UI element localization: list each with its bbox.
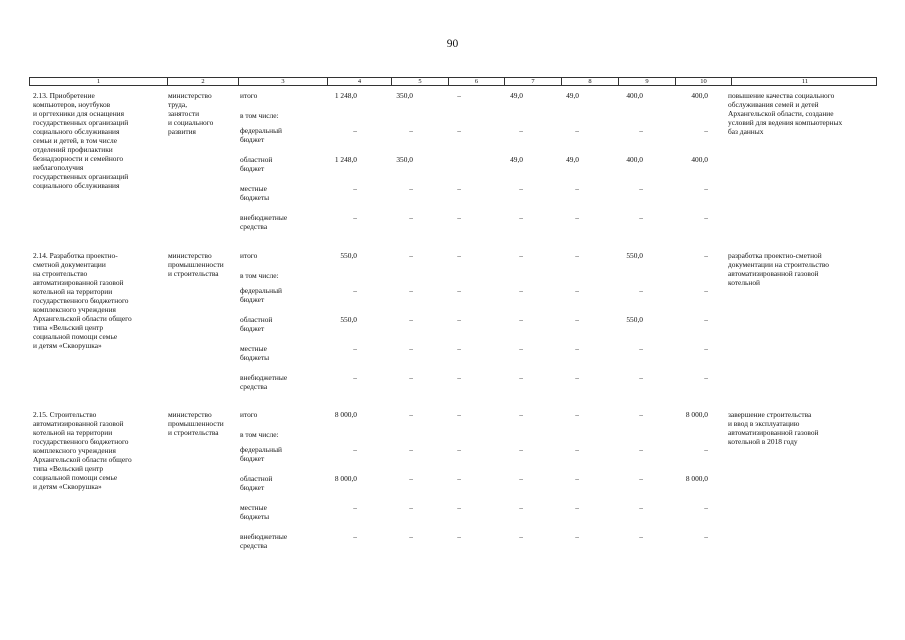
value-cell: – [409, 213, 413, 222]
value-cell: – [409, 251, 413, 260]
value-cell: – [409, 503, 413, 512]
funding-source: местные бюджеты [240, 184, 270, 202]
value-cell: – [457, 286, 461, 295]
value-cell: 550,0 [626, 251, 643, 260]
funding-source: внебюджетные средства [240, 532, 288, 550]
value-cell: – [575, 213, 579, 222]
funding-source: федеральный бюджет [240, 445, 282, 463]
value-cell: – [704, 315, 708, 324]
measure-name: 2.15. Строительство автоматизированной газовой котельной на территории государственного бюджетного комплексного учреждения Архангельской области общего типа «Вельский центр социальной помощи семье и детям «Скворушка» [33, 410, 132, 491]
value-cell: – [409, 344, 413, 353]
value-cell: – [704, 373, 708, 382]
value-cell: – [457, 503, 461, 512]
result-description: повышение качества социального обслуживания семей и детей Архангельской области, создание условий для ведения компьютерных баз данных [728, 91, 843, 136]
executor: министерство промышленности и строительства [168, 251, 224, 278]
value-cell: – [639, 474, 643, 483]
value-cell: – [519, 532, 523, 541]
value-cell: 400,0 [626, 155, 643, 164]
value-cell: – [519, 474, 523, 483]
value-cell: – [457, 410, 461, 419]
funding-source: федеральный бюджет [240, 126, 282, 144]
value-cell: 49,0 [566, 91, 579, 100]
funding-source: внебюджетные средства [240, 373, 288, 391]
funding-source: итого [240, 251, 258, 260]
value-cell: – [519, 344, 523, 353]
value-cell: – [457, 315, 461, 324]
measure-name: 2.14. Разработка проектно- сметной документации на строительство автоматизированной газовой котельной на территории государственного бюджетного комплексного учреждения Архангельской области общего типа «Вельский центр социальной помощи семье и детям «Скворушка» [33, 251, 132, 350]
value-cell: – [519, 184, 523, 193]
column-header-3: 3 [239, 78, 328, 86]
value-cell: 550,0 [340, 315, 357, 324]
funding-source: в том числе: [240, 430, 279, 439]
value-cell: – [457, 184, 461, 193]
value-cell: – [575, 286, 579, 295]
column-header-6: 6 [449, 78, 505, 86]
value-cell: – [457, 373, 461, 382]
value-cell: 49,0 [510, 155, 523, 164]
value-cell: 550,0 [626, 315, 643, 324]
value-cell: – [353, 532, 357, 541]
table-header-row [29, 77, 877, 86]
value-cell: – [639, 503, 643, 512]
column-header-10: 10 [676, 78, 732, 86]
value-cell: 1 248,0 [334, 91, 357, 100]
funding-source: областной бюджет [240, 315, 273, 333]
value-cell: – [353, 344, 357, 353]
funding-source: в том числе: [240, 111, 279, 120]
value-cell: – [457, 91, 461, 100]
value-cell: 8 000,0 [334, 474, 357, 483]
value-cell: – [353, 503, 357, 512]
value-cell: – [457, 532, 461, 541]
value-cell: – [639, 286, 643, 295]
value-cell: – [575, 373, 579, 382]
value-cell: 400,0 [626, 91, 643, 100]
value-cell: – [409, 315, 413, 324]
value-cell: – [704, 344, 708, 353]
value-cell: – [457, 344, 461, 353]
funding-source: в том числе: [240, 271, 279, 280]
value-cell: – [575, 410, 579, 419]
value-cell: – [704, 532, 708, 541]
value-cell: 8 000,0 [334, 410, 357, 419]
funding-source: итого [240, 410, 258, 419]
column-header-8: 8 [562, 78, 619, 86]
column-header-11: 11 [801, 78, 809, 85]
value-cell: 350,0 [396, 155, 413, 164]
value-cell: – [353, 126, 357, 135]
value-cell: – [704, 251, 708, 260]
value-cell: – [409, 286, 413, 295]
value-cell: 8 000,0 [685, 474, 708, 483]
value-cell: – [457, 251, 461, 260]
value-cell: – [639, 445, 643, 454]
value-cell: – [575, 315, 579, 324]
value-cell: – [409, 184, 413, 193]
value-cell: – [704, 286, 708, 295]
funding-source: местные бюджеты [240, 344, 270, 362]
column-header-7: 7 [505, 78, 562, 86]
value-cell: – [457, 445, 461, 454]
value-cell: – [639, 373, 643, 382]
value-cell: 350,0 [396, 91, 413, 100]
value-cell: – [353, 445, 357, 454]
value-cell: – [704, 126, 708, 135]
value-cell: 400,0 [691, 155, 708, 164]
value-cell: – [519, 373, 523, 382]
funding-source: областной бюджет [240, 155, 273, 173]
value-cell: 1 248,0 [334, 155, 357, 164]
value-cell: – [519, 410, 523, 419]
value-cell: – [575, 532, 579, 541]
value-cell: – [409, 532, 413, 541]
value-cell: – [639, 410, 643, 419]
value-cell: – [575, 503, 579, 512]
result-description: разработка проектно-сметной документации на строительство автоматизированной газовой котельной [728, 251, 830, 287]
value-cell: 550,0 [340, 251, 357, 260]
value-cell: – [353, 373, 357, 382]
value-cell: – [519, 126, 523, 135]
funding-source: областной бюджет [240, 474, 273, 492]
value-cell: – [409, 373, 413, 382]
value-cell: – [575, 344, 579, 353]
value-cell: – [704, 503, 708, 512]
value-cell: – [353, 213, 357, 222]
value-cell: 49,0 [510, 91, 523, 100]
value-cell: – [639, 344, 643, 353]
value-cell: – [639, 532, 643, 541]
value-cell: – [639, 213, 643, 222]
value-cell: – [409, 474, 413, 483]
value-cell: 400,0 [691, 91, 708, 100]
column-header-9: 9 [619, 78, 676, 86]
value-cell: – [575, 445, 579, 454]
value-cell: – [409, 410, 413, 419]
funding-source: федеральный бюджет [240, 286, 282, 304]
value-cell: – [519, 315, 523, 324]
executor: министерство труда, занятости и социального развития [168, 91, 214, 136]
value-cell: – [575, 126, 579, 135]
value-cell: 49,0 [566, 155, 579, 164]
column-header-5: 5 [392, 78, 449, 86]
value-cell: – [519, 213, 523, 222]
result-description: завершение строительства и ввод в эксплуатацию автоматизированной газовой котельной в 2018 году [728, 410, 819, 446]
column-header-4: 4 [328, 78, 392, 86]
measure-name: 2.13. Приобретение компьютеров, ноутбуков и оргтехники для оснащения государственных организаций социального обслуживания семьи и детей, в том числе отделений профилактики безнадзорности и семейного неблагополучия государственных организаций социального обслуживания [33, 91, 129, 190]
value-cell: – [353, 184, 357, 193]
value-cell: – [519, 445, 523, 454]
value-cell: – [575, 251, 579, 260]
funding-source: местные бюджеты [240, 503, 270, 521]
value-cell: – [457, 213, 461, 222]
column-header-1: 1 [30, 78, 168, 86]
value-cell: – [519, 251, 523, 260]
value-cell: – [353, 286, 357, 295]
column-header-2: 2 [168, 78, 239, 86]
value-cell: – [704, 184, 708, 193]
funding-source: итого [240, 91, 258, 100]
value-cell: – [519, 286, 523, 295]
value-cell: – [409, 445, 413, 454]
value-cell: – [639, 126, 643, 135]
value-cell: – [409, 126, 413, 135]
executor: министерство промышленности и строительства [168, 410, 224, 437]
value-cell: – [704, 213, 708, 222]
value-cell: 8 000,0 [685, 410, 708, 419]
value-cell: – [519, 503, 523, 512]
value-cell: – [575, 184, 579, 193]
value-cell: – [575, 474, 579, 483]
value-cell: – [639, 184, 643, 193]
page-number: 90 [446, 38, 459, 50]
value-cell: – [457, 474, 461, 483]
funding-source: внебюджетные средства [240, 213, 288, 231]
value-cell: – [457, 126, 461, 135]
value-cell: – [704, 445, 708, 454]
